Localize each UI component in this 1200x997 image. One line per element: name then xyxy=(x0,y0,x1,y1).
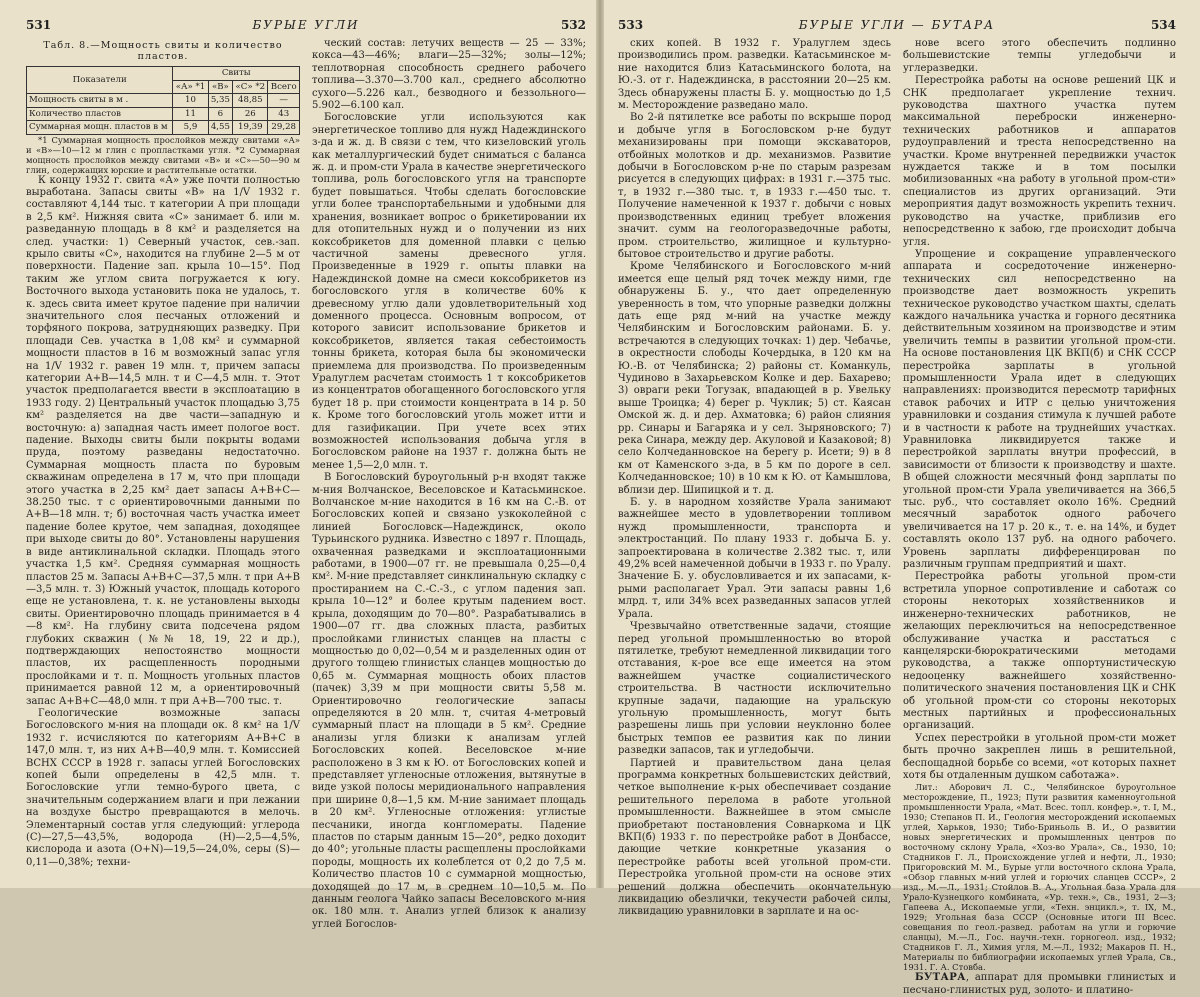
table-cell: 26 xyxy=(233,107,268,121)
table-cell: Мощность свиты в м . xyxy=(27,94,173,108)
page-number: 532 xyxy=(560,18,586,32)
paragraph: Партией и правительством дана целая программа конкретных большевистских действий, четкое выполнение к-рых обеспечивает создание решительного перелома в работе угольной промышленности. Важнейшее в этом смысле приобретают постановления Совнаркома и ЦК ВКП(б) 1933 г. по перестройке работ в Донбассе, дающие четкие конкретные указания о перестройке работы всей угольной пром-сти. Перестройка угольной пром-сти на основе этих решений должна обеспечить окончательную ликвидацию обезлички, текучести рабочей силы, ликвидацию уравниловки в зарплате и на ос- xyxy=(618,757,891,918)
page-number: 534 xyxy=(1150,18,1176,32)
table-cell: 6 xyxy=(208,107,233,121)
running-head: БУРЫЕ УГЛИ xyxy=(252,18,360,32)
running-head: БУРЫЕ УГЛИ — БУТАРА xyxy=(798,18,996,32)
table-column-header: «В» xyxy=(208,80,233,94)
page-number: 533 xyxy=(618,18,644,32)
table-cell: — xyxy=(268,94,300,108)
table-column-header: Всего xyxy=(268,80,300,94)
text-column-3 xyxy=(618,38,891,918)
table-cell: 29,28 xyxy=(268,121,300,135)
page-number: 531 xyxy=(26,18,52,32)
running-header-left xyxy=(26,18,586,38)
table-cell: 43 xyxy=(268,107,300,121)
table-cell: 48,85 xyxy=(233,94,268,108)
paragraph: Успех перестройки в угольной пром-сти может быть прочно закреплен лишь в решительной, беспощадной борьбе со всеми, «от которых пахнет хотя бы отдаленным душком саботажа». xyxy=(903,732,1176,781)
table-cell: Количество пластов xyxy=(27,107,173,121)
entry-text: , аппарат для промывки глинистых и песчано-глинистых руд, золото- и платино- xyxy=(903,972,1176,996)
paragraph: ских копей. В 1932 г. Уралуглем здесь производились пром. разведки. Катасьминское м-ние находится близ Катасьминского болота, на Ю.-З. от г. Надеждинска, в расстоянии 20—25 км. Здесь обнаружены пласты Б. у. мощностью до 1,5 м. Месторождение разведано мало. xyxy=(618,38,891,112)
text-columns xyxy=(26,38,586,930)
paragraph: Богословские угли используются как энергетическое топливо для нужд Надеждинского з-да и ж. д. В связи с тем, что кизеловский уголь как металлургический будет сниматься с баланса ж. д. и пром-сти Урала в качестве энергетического топлива, роль богословского угля на транспорте будет повышаться. Чтобы сделать богословские угли более транспортабельными и удобными для хранения, возникает вопрос о брикетировании их для отопительных нужд и о получении из них коксобрикетов для доменной плавки с целью частичной замены древесного угля. Произведенные в 1929 г. опыты плавки на Надеждинской домне на смеси коксобрикетов из богословского угля в количестве 60% к древесному углю дали удовлетворительный ход доменного процесса. Основным вопросом, от которого зависит использование брикетов и коксобрикетов, является такая себестоимость тонны брикета, которая была бы экономически приемлема для производства. По произведенным Уралуглем расчетам стоимость 1 т коксобрикетов из концентратов обогащенного богословского угля будет 18 р. при стоимости концентрата в 14 р. 50 к. Кроме того богословский уголь может итти и для газификации. При учете всех этих возможностей использования добыча угля в Богословском районе на 1937 г. должна быть не менее 1,5—2,0 млн. т. xyxy=(312,112,586,471)
table-row xyxy=(27,121,300,135)
paragraph: нове всего этого обеспечить подлинно большевистские темпы угледобычи и углеразведки. xyxy=(903,38,1176,74)
table-cell: 5,9 xyxy=(173,121,208,135)
table-caption: Табл. 8.—Мощность свиты и количество пластов. xyxy=(43,40,283,62)
text-column-4 xyxy=(903,38,1176,996)
paragraph: ческий состав: летучих веществ — 25 — 33%; кокса—43—46%; влаги—25—32%; золы—12%; теплотворная способность среднего рабочего топлива—3.370—3.700 кал., среднего абсолютно сухого—5.226 кал., безводного и беззольного—5.902—6.100 кал. xyxy=(312,38,586,112)
paragraph: Перестройка работы угольной пром-сти встретила упорное сопротивление и саботаж со стороны некоторых хозяйственников и инженерно-технических работников, не желающих переключиться на непосредственное обслуживание участка и расстаться с канцелярски-бюрократическими методами руководства, а также оппортунистическую недооценку важнейшего хозяйственно-политического значения постановления ЦК и СНК об угольной пром-сти со стороны некоторых местных партийных и профессиональных организаций. xyxy=(903,571,1176,732)
paragraph: Чрезвычайно ответственные задачи, стоящие перед угольной промышленностью во второй пятилетке, требуют немедленной ликвидации того отставания, к-рое все еще имеется на этом важнейшем участке социалистического строительства. В частности исключительно крупные задачи, падающие на уральскую угольную промышленность, могут быть разрешены лишь при условии неуклонно более быстрых темпов ее развития как по линии разведки запасов, так и угледобычи. xyxy=(618,621,891,757)
table-group-header: Свиты xyxy=(173,67,300,81)
text-column-1 xyxy=(26,38,300,888)
table-column-header: «С» *2 xyxy=(233,80,268,94)
paragraph: К концу 1932 г. свита «А» уже почти полностью выработана. Запасы свиты «В» на 1/V 1932 г. составляют 4,144 тыс. т категории А при площади в 2,5 км². Нижняя свита «С» занимает б. или м. разведанную площадь в 8 км² и разделяется на след. участки: 1) Северный участок, сев.-зап. крыло свиты «С», находится на глубине 2—5 м от поверхности. Падение зап. крыла 10—15°. Под таким же углом свита погружается к югу. Восточного выхода установить пока не удалось, т. к. здесь свита имеет крутое падение при наличии значительного слоя песчаных отложений и торфяного покрова, затрудняющих разведку. При площади Сев. участка в 1,08 км² и суммарной мощности пластов в 16 м возможный запас угля на 1/V 1932 г. равен 19 млн. т, причем запасы категории А+В—14,5 млн. т и С—4,5 млн. т. Этот участок предполагается ввести в эксплоатацию в 1933 году. 2) Центральный участок площадью 3,75 км² разделяется на две части—западную и восточную: а) западная часть имеет пологое вост. падение. Выходы свиты были покрыты водами пруда, поэтому разведаны недостаточно. Суммарная мощность пласта по буровым скважинам определена в 17 м, что при площади этого участка в 2,25 км² дает запасы А+В+С—38.250 тыс. т с ориентировочными данными по А+В—18 млн. т; б) восточная часть участка имеет падение более крутое, чем западная, доходящее при выходе свиты до 80°. Установлены нарушения в виде антиклинальной складки. Площадь этого участка 1,5 км². Средняя суммарная мощность пластов 25 м. Запасы А+В+С—37,5 млн. т при А+В—3,5 млн. т. 3) Южный участок, площадь которого еще не установлена, т. к. не установлены выходы свиты. Ориентировочно площадь принимается в 4—8 км². На глубину свита подсечена рядом глубоких скважин (№№ 18, 19, 22 и др.), подтверждающих непостоянство мощности пластов, их расщепленность породными прослойками и т. п. Мощность угольных пластов принимается равной 12 м, а ориентировочный запас А+В+С—48,0 млн. т при А+В—700 тыс. т. xyxy=(26,174,300,707)
paragraph: Геологические возможные запасы Богословского м-ния на площади ок. 8 км² на 1/V 1932 г. исчисляются по категориям А+В+С в 147,0 млн. т, из них А+В—40,9 млн. т. Комиссией ВСНХ СССР в 1928 г. запасы углей Богословских копей были определены в 42,5 млн. т. Богословские угли темно-бурого цвета, с значительным содержанием влаги и при лежании на воздухе быстро превращаются в мелочь. Элементарный состав угля следующий: углерода (С)—27,5—43,5%, водорода (Н)—2,5—4,5%, кислорода и азота (О+N)—19,5—24,0%, серы (S)—0,11—0,38%; техни- xyxy=(26,707,300,868)
left-page xyxy=(0,0,600,930)
text-column-2 xyxy=(312,38,586,930)
table-cell: Суммарная мощн. пластов в м xyxy=(27,121,173,135)
table-row-header: Показатели xyxy=(27,67,173,94)
paragraph: Б. у. в народном хозяйстве Урала занимают важнейшее место в удовлетворении топливом нужд промышленности, транспорта и электростанций. По плану 1933 г. добыча Б. у. запроектирована в количестве 2.382 тыс. т, или 49,2% всей намеченной добычи в 1933 г. по Уралу. Значение Б. у. обусловливается и их запасами, к-рыми располагает Урал. Эти запасы равны 1,6 млрд. т, или 34% всех разведанных запасов углей Урала. xyxy=(618,497,891,620)
paragraph: Упрощение и сокращение управленческого аппарата и сосредоточение инженерно-технических сил непосредственно на производстве дает возможность укрепить техническое руководство участком шахты, сделать каждого начальника участка и горного десятника действительным хозяином на производстве и этим увеличить темпы в развитии угольной пром-сти. На основе постановления ЦК ВКП(б) и СНК СССР перестройка зарплаты в угольной промышленности Урала идет в следующих направлениях: производится пересмотр тарифных ставок рабочих и ИТР с целью уничтожения уравниловки и создания стимула к лучшей работе и в частности к работе на труднейших участках. Уравниловка ликвидируется также и перестройкой зарплаты внутри профессий, в зависимости от близости к производству и шахте. В общей сложности месячный фонд зарплаты по угольной пром-сти Урала увеличивается на 366,5 тыс. руб., что составляет около 16%. Средний месячный заработок одного рабочего увеличивается на 17 р. 20 к., т. е. на 14%, и будет составлять около 137 руб. на одного рабочего. Уровень зарплаты дифференцирован по различным группам предприятий и шахт. xyxy=(903,248,1176,571)
next-entry xyxy=(903,972,1176,997)
paragraph: В Богословский буроугольный р-н входят также м-ния Волчанское, Веселовское и Катасьминское. Волчанское м-ние находится в 16 км на С.-В. от Богословских копей и связано узкоколейной с линией Богословск—Надеждинск, около Турьинского рудника. Известно с 1897 г. Площадь, охваченная разведками и эксплоатационными работами, в 1900—07 гг. не превышала 0,25—0,4 км². М-ние представляет синклинальную складку с простиранием на С.-С.-З., с углом падения зап. крыла 10—12° и более крутым падением вост. крыла, доходящим до 70—80°. Разрабатывались в 1900—07 гг. два сложных пласта, разбитых прослойками глинистых сланцев на пласты с мощностью до 0,02—0,54 м и разделенных один от другого толщею глинистых сланцев мощностью до 0,65 м. Суммарная мощность обоих пластов (пачек) 3,39 м при мощности свиты 5,58 м. Ориентировочно геологические запасы определяются в 20 млн. т, считая 4-метровый суммарный пласт на площади в 5 км². Средние анализы угля близки к анализам углей Богословских копей. Веселовское м-ние расположено в 3 км к Ю. от Богословских копей и представляет угленосные отложения, вытянутые в виде узкой полосы меридионального направления при ширине 0,8—1,5 км. М-ние занимает площадь в 20 км². Угленосные отложения: углистые песчаники, иногда конгломераты. Падение пластов по старым данным 15—20°, редко доходит до 40°; угольные пласты расщеплены прослойками породы, мощность их колеблется от 0,2 до 7,5 м. Количество пластов 10 с суммарной мощностью, доходящей до 17 м, в среднем 10—10,5 м. По данным геолога Чайко запасы Веселовского м-ния ок. 180 млн. т. Анализ углей близок к анализу углей Богослов- xyxy=(312,472,586,930)
table-cell: 11 xyxy=(173,107,208,121)
table-footnote: *1 Суммарная мощность прослойков между свитами «А» и «В»—10—12 м глин с пропластками угля. *2 Суммарная мощность прослойков между свитами «В» и «С»—50—90 м глин, содержащих юрские и растительные остатки. xyxy=(26,134,300,175)
data-table xyxy=(26,66,300,135)
book-gutter xyxy=(596,0,604,888)
table-row xyxy=(27,94,300,108)
table-cell: 4,55 xyxy=(208,121,233,135)
paragraph: Кроме Челябинского и Богословского м-ний имеется еще целый ряд точек между ними, где обнаружены Б. у., что дает определенную уверенность в том, что упорные разведки должны дать еще ряд м-ний на участке между Челябинским и Богословским районами. Б. у. встречаются в следующих точках: 1) дер. Чебачье, в окрестности слободы Кочердыка, в 120 км на Ю.-В. от Челябинска; 2) районы ст. Команкуль, Чудиново в Захарьевском Колке и дер. Бахарево; 3) овраги реки Тогузак, впадающей в р. Увельку выше Троицка; 4) берег р. Чуклик; 5) ст. Каясан Омской ж. д. и дер. Ахматовка; 6) район слияния рр. Синары и Багаряка и у сел. Зыряновского; 7) река Синара, между дер. Акуловой и Казаковой; 8) село Колчеданновское на берегу р. Исети; 9) в 8 км от Каменского з-да, в 5 км по дороге в сел. Колчеданновское; 10) в 10 км к Ю. от Камышлова, вблизи дер. Шипицкой и т. д. xyxy=(618,261,891,496)
entry-title: БУТАРА xyxy=(915,972,966,984)
paragraph: Во 2-й пятилетке все работы по вскрыше пород и добыче угля в Богословском р-не будут механизированы при помощи экскаваторов, отбойных молотков и др. механизмов. Развитие добычи в Богословском р-не по старым разрезам рисуется в следующих цифрах: в 1931 г.—375 тыс. т, в 1932 г.—380 тыс. т, в 1933 г.—450 тыс. т. Получение намеченной к 1937 г. добычи с новых производственных единиц требует вложения значит. сумм на геологоразведочные работы, пром. строительство, жилищное и культурно-бытовое строительство и другие работы. xyxy=(618,112,891,260)
table-cell: 5,35 xyxy=(208,94,233,108)
text-columns xyxy=(618,38,1176,996)
right-page xyxy=(600,0,1200,996)
table-row xyxy=(27,107,300,121)
table-column-header: «А» *1 xyxy=(173,80,208,94)
table-cell: 10 xyxy=(173,94,208,108)
literature-list: Лит.: Аборович Л. С., Челябинское буроугольное месторождение, П., 1923; Пути развития каменноугольной промышленности Урала, «Мат. Всес. топл. конфер.», т. I, М., 1930; Степанов П. И., Геология месторождений ископаемых углей, Харьков, 1930; Тибо-Бриньоль В. И., О развитии новых энергетических и промышленных центров по восточному склону Урала, «Хоз-во Урала», Св., 1930, 10; Стадников Г. Л., Происхождение углей и нефти, Л., 1930; Пригоровский М. М., Бурые угли восточного склона Урала, «Обзор главных м-ний углей и горючих сланцев СССР», 2 изд., М.—Л., 1931; Стойлов В. А., Угольная база Урала для Урало-Кузнецкого комбината, «Ур. техн.», Св., 1931, 2—3; Гапеева А., Ископаемые угли, «Техн. энцикл.», т. IX, М., 1929; Угольная база СССР (Основные итоги III Всес. совещания по геол.-развед. работам на угли и горючие сланцы), М.—Л., Гос. научн.-техн. горногеол. изд., 1932; Стадников Г. Л., Химия угля, М.—Л., 1932; Макаров П. Н., Материалы по библиографии ископаемых углей Урала, Св., 1931. Г. А. Стовба. xyxy=(903,782,1176,973)
running-header-right xyxy=(618,18,1176,38)
paragraph: Перестройка работы на основе решений ЦК и СНК предполагает укрепление технич. руководства шахтного участка путем максимальной переброски инженерно-технических работников и аппаратов рудоуправлений и треста непосредственно на участки. Кроме внутренней передвижки участок нуждается также и в том посылки мобилизованных «на работу в угольной пром-сти» специалистов из других организаций. Эти мероприятия дадут возможность укрепить технич. руководство на участке, приблизив его непосредственно к забою, где происходит добыча угля. xyxy=(903,75,1176,248)
table-cell: 19,39 xyxy=(233,121,268,135)
